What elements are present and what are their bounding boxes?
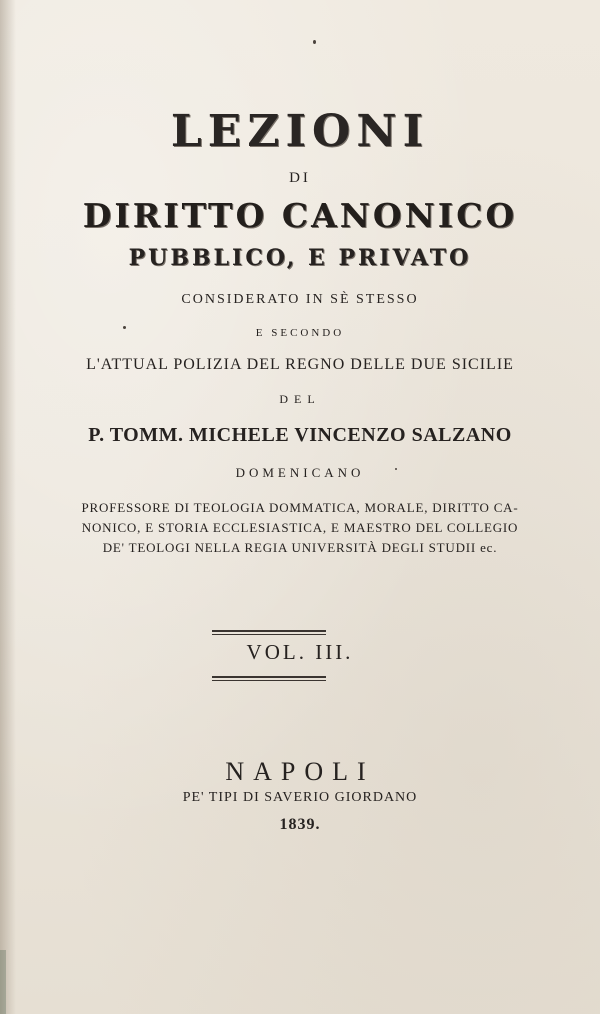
imprint-city: NAPOLI <box>225 757 375 786</box>
author-order: DOMENICANO <box>235 465 365 480</box>
author-credentials-line: DE' TEOLOGI NELLA REGIA UNIVERSITÀ DEGLI STUDII ec. <box>102 540 498 555</box>
book-title: LEZIONI <box>170 106 430 157</box>
imprint-printer: PE' TIPI DI SAVERIO GIORDANO <box>182 790 418 805</box>
subtitle-line-1: CONSIDERATO IN SÈ STESSO <box>181 292 419 307</box>
imprint-year: 1839. <box>279 816 321 833</box>
subtitle-line-3: L'ATTUAL POLIZIA DEL REGNO DELLE DUE SICILIE <box>86 356 514 373</box>
author-credentials-line: NONICO, E STORIA ECCLESIASTICA, E MAESTRO DEL COLLEGIO <box>81 520 519 535</box>
author-name: P. TOMM. MICHELE VINCENZO SALZANO <box>88 424 512 446</box>
author-credentials-line: PROFESSORE DI TEOLOGIA DOMMATICA, MORALE, DIRITTO CA- <box>81 500 519 515</box>
margin-stain <box>0 950 6 1014</box>
title-connector: DI <box>289 170 311 186</box>
author-connector: DEL <box>279 392 321 406</box>
ornamental-rule <box>212 630 326 635</box>
volume-number: VOL. III. <box>246 640 354 664</box>
subtitle-line-2: E SECONDO <box>255 327 345 339</box>
ornamental-rule <box>212 676 326 681</box>
ink-speck <box>313 40 316 44</box>
subject-qualifier: PUBBLICO, E PRIVATO <box>128 245 472 271</box>
book-subject: DIRITTO CANONICO <box>82 196 518 235</box>
